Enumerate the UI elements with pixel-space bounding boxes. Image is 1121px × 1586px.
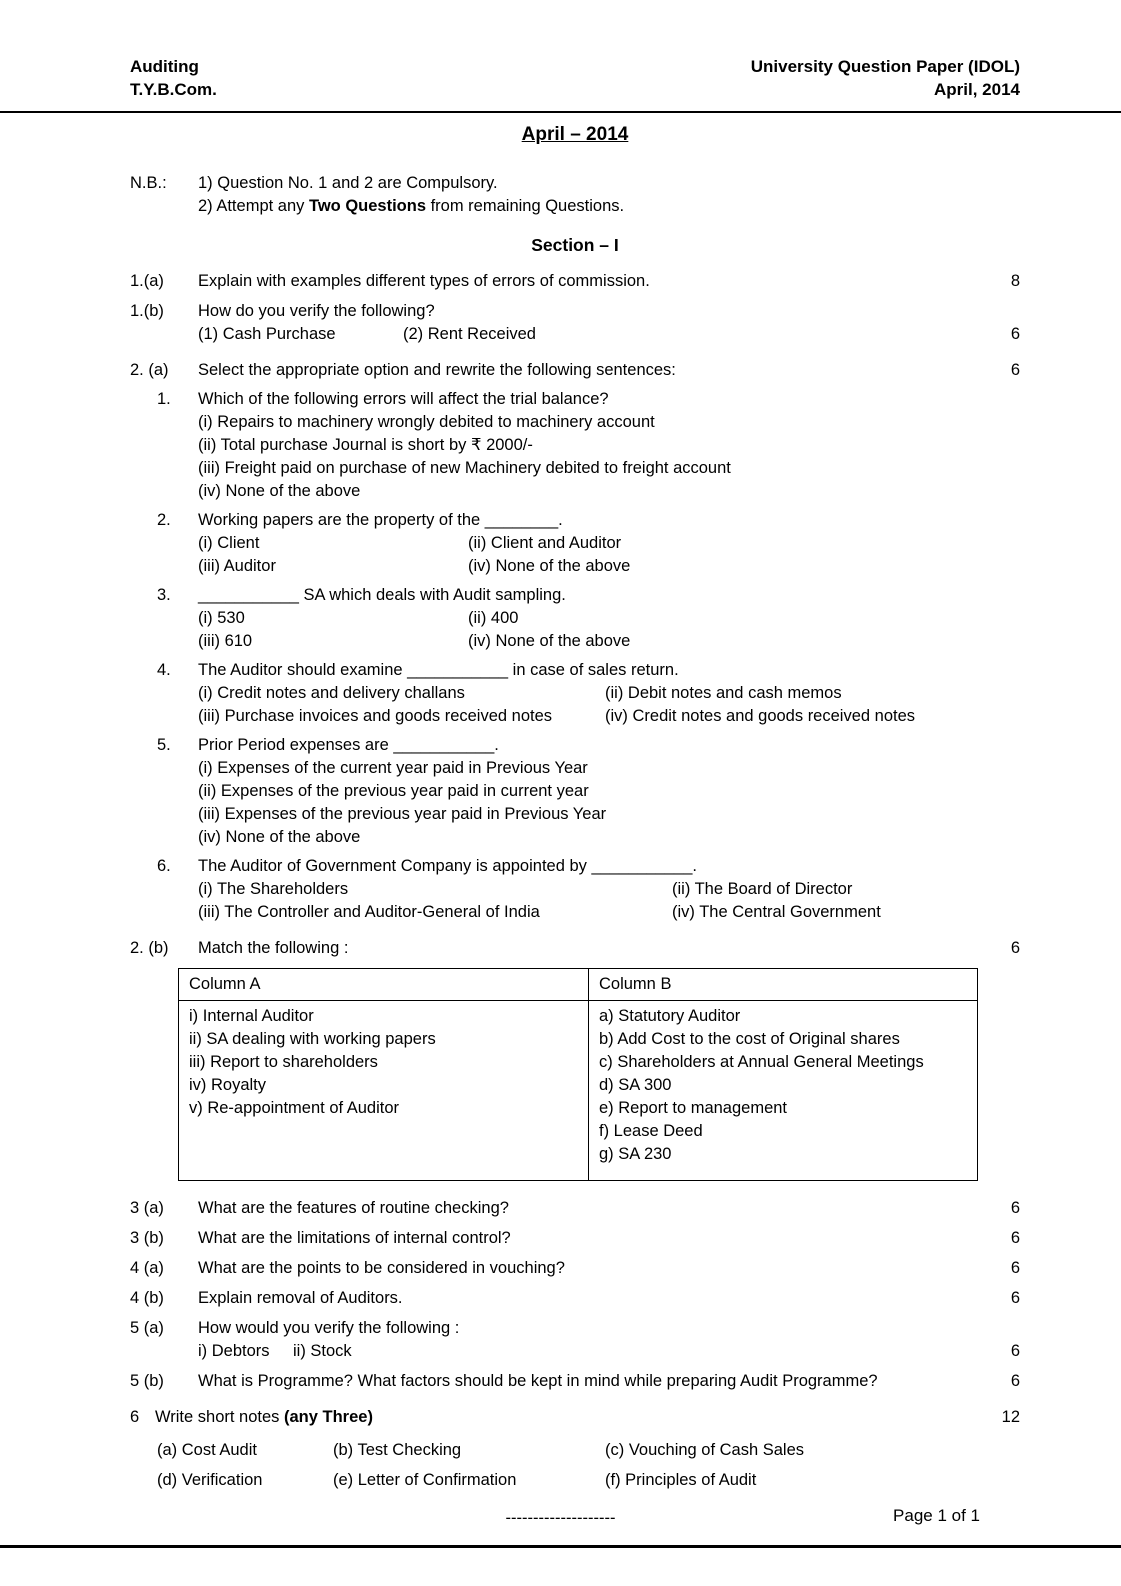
footer-divider xyxy=(0,1545,1121,1548)
mcq-number: 5. xyxy=(157,736,171,754)
mcq-option: (i) Expenses of the current year paid in Previous Year xyxy=(198,759,588,777)
match-item-a: i) Internal Auditor xyxy=(189,1007,314,1025)
question-text xyxy=(155,1406,986,1429)
match-item-b: c) Shareholders at Annual General Meetings xyxy=(599,1053,924,1071)
question-number: 3 (a) xyxy=(130,1199,164,1217)
mcq-option: (iv) None of the above xyxy=(468,557,631,575)
mcq-4 xyxy=(130,659,1020,728)
page-header xyxy=(0,0,1121,111)
short-note-option: (a) Cost Audit xyxy=(157,1441,257,1459)
nb-item-2-bold: Two Questions xyxy=(308,197,427,215)
mcq-option: (i) Client xyxy=(198,534,260,552)
header-left xyxy=(130,55,217,101)
mcq-options xyxy=(198,878,1020,924)
question-number: 4 (b) xyxy=(130,1289,164,1307)
mcq-option: (iv) Credit notes and goods received notes xyxy=(605,707,916,725)
column-a-header: Column A xyxy=(179,969,589,1000)
question-1a xyxy=(130,270,1020,293)
mcq-number: 1. xyxy=(157,390,171,408)
question-4a xyxy=(130,1257,1020,1280)
mcq-option: (iv) None of the above xyxy=(198,828,361,846)
question-6 xyxy=(130,1406,1020,1429)
match-table-body-row xyxy=(179,1001,977,1180)
mcq-body xyxy=(198,584,1020,653)
short-note-option: (d) Verification xyxy=(157,1471,263,1489)
short-note-option: (b) Test Checking xyxy=(333,1441,462,1459)
question-subitems xyxy=(198,1340,986,1363)
question-number: 1.(a) xyxy=(130,272,164,290)
mcq-option: (iii) Purchase invoices and goods received notes xyxy=(198,707,553,725)
mcq-option: (i) Repairs to machinery wrongly debited to machinery account xyxy=(198,413,655,431)
mcq-body xyxy=(198,855,1020,924)
question-text: Explain removal of Auditors. xyxy=(198,1289,403,1307)
match-item-b: b) Add Cost to the cost of Original shares xyxy=(599,1030,900,1048)
mcq-option: (i) The Shareholders xyxy=(198,880,349,898)
mcq-question: The Auditor of Government Company is appointed by ___________. xyxy=(198,857,697,875)
nb-item-1: 1) Question No. 1 and 2 are Compulsory. xyxy=(198,174,498,192)
mcq-option: (iv) The Central Government xyxy=(672,903,881,921)
mcq-body xyxy=(198,388,1020,503)
mcq-option: (ii) 400 xyxy=(468,609,519,627)
question-text: What are the points to be considered in vouching? xyxy=(198,1259,565,1277)
question-text: Explain with examples different types of errors of commission. xyxy=(198,272,650,290)
course-title: T.Y.B.Com. xyxy=(130,80,217,99)
question-5b xyxy=(130,1370,1020,1393)
question-text xyxy=(198,300,986,346)
short-note-option: (c) Vouching of Cash Sales xyxy=(605,1441,805,1459)
mcq-2 xyxy=(130,509,1020,578)
question-text-line: How do you verify the following? xyxy=(198,302,435,320)
question-3a xyxy=(130,1197,1020,1220)
question-text: Select the appropriate option and rewrite the following sentences: xyxy=(198,361,676,379)
mcq-6 xyxy=(130,855,1020,924)
question-number: 6 xyxy=(130,1408,140,1426)
mcq-5 xyxy=(130,734,1020,849)
match-item-b: d) SA 300 xyxy=(599,1076,672,1094)
question-marks: 6 xyxy=(1010,1229,1020,1247)
mcq-1 xyxy=(130,388,1020,503)
question-3b xyxy=(130,1227,1020,1250)
footer-dashes: -------------------- xyxy=(505,1509,616,1527)
question-marks: 6 xyxy=(1010,1259,1020,1277)
question-number: 1.(b) xyxy=(130,302,164,320)
question-marks: 12 xyxy=(1001,1408,1020,1426)
question-number: 2. (a) xyxy=(130,361,169,379)
short-notes-grid xyxy=(157,1439,1020,1492)
mcq-option: (iii) 610 xyxy=(198,632,253,650)
subitem-1: (1) Cash Purchase xyxy=(198,325,336,343)
mcq-number: 3. xyxy=(157,586,171,604)
mcq-option: (iv) None of the above xyxy=(198,482,361,500)
question-2b xyxy=(130,937,1020,960)
mcq-option: (i) 530 xyxy=(198,609,245,627)
question-marks: 6 xyxy=(1010,939,1020,957)
match-the-following-table xyxy=(178,968,978,1181)
mcq-options xyxy=(198,532,1020,578)
match-item-b: g) SA 230 xyxy=(599,1145,672,1163)
nb-item-2-pre: 2) Attempt any xyxy=(198,197,309,215)
mcq-question: Working papers are the property of the ________. xyxy=(198,511,563,529)
mcq-number: 2. xyxy=(157,511,171,529)
mcq-option: (ii) Debit notes and cash memos xyxy=(605,684,842,702)
subitem-1: i) Debtors xyxy=(198,1342,270,1360)
column-b-items xyxy=(589,1001,977,1180)
header-right xyxy=(751,55,1020,101)
mcq-3 xyxy=(130,584,1020,653)
mcq-question: Prior Period expenses are ___________. xyxy=(198,736,499,754)
mcq-option: (iii) Expenses of the previous year paid in Previous Year xyxy=(198,805,607,823)
question-number: 4 (a) xyxy=(130,1259,164,1277)
mcq-option: (ii) Client and Auditor xyxy=(468,534,622,552)
mcq-question: ___________ SA which deals with Audit sampling. xyxy=(198,586,566,604)
section-title: Section – I xyxy=(531,235,619,255)
question-text-bold: (any Three) xyxy=(284,1408,373,1426)
mcq-option: (ii) The Board of Director xyxy=(672,880,853,898)
column-b-header: Column B xyxy=(599,975,672,993)
mcq-question: Which of the following errors will affect the trial balance? xyxy=(198,390,609,408)
question-text: Match the following : xyxy=(198,939,349,957)
question-number: 3 (b) xyxy=(130,1229,164,1247)
page-footer xyxy=(0,1507,1121,1530)
question-1b xyxy=(130,300,1020,346)
question-text xyxy=(198,1317,986,1363)
nb-item-2 xyxy=(198,195,624,218)
mcq-option: (iii) Auditor xyxy=(198,557,276,575)
paper-date: April, 2014 xyxy=(934,80,1020,99)
mcq-options xyxy=(198,682,1020,728)
exam-title-text: April – 2014 xyxy=(521,124,629,145)
question-subitems xyxy=(198,323,986,346)
question-number: 2. (b) xyxy=(130,939,169,957)
header-divider xyxy=(0,111,1121,113)
question-number: 5 (a) xyxy=(130,1319,164,1337)
nb-item-2-post: from remaining Questions. xyxy=(426,197,625,215)
mcq-option: (iv) None of the above xyxy=(468,632,631,650)
match-item-a: v) Re-appointment of Auditor xyxy=(189,1099,400,1117)
question-4b xyxy=(130,1287,1020,1310)
mcq-number: 6. xyxy=(157,857,171,875)
question-marks: 6 xyxy=(1010,361,1020,379)
question-marks: 6 xyxy=(1010,1199,1020,1217)
column-a-items xyxy=(179,1001,589,1180)
paper-title: University Question Paper (IDOL) xyxy=(750,57,1020,76)
mcq-option: (i) Credit notes and delivery challans xyxy=(198,684,465,702)
match-item-a: iii) Report to shareholders xyxy=(189,1053,378,1071)
mcq-option: (ii) Expenses of the previous year paid in current year xyxy=(198,782,589,800)
mcq-number: 4. xyxy=(157,661,171,679)
question-number: 5 (b) xyxy=(130,1372,164,1390)
nb-label: N.B.: xyxy=(130,174,167,192)
short-note-option: (e) Letter of Confirmation xyxy=(333,1471,517,1489)
question-text-pre: Write short notes xyxy=(155,1408,284,1426)
mcq-option: (ii) Total purchase Journal is short by ₹ 2000/- xyxy=(198,436,533,454)
page-number: Page 1 of 1 xyxy=(893,1506,980,1525)
match-item-b: e) Report to management xyxy=(599,1099,788,1117)
match-item-b: a) Statutory Auditor xyxy=(599,1007,741,1025)
question-5a xyxy=(130,1317,1020,1363)
match-item-a: iv) Royalty xyxy=(189,1076,267,1094)
nb-block xyxy=(130,172,1020,218)
question-2a xyxy=(130,359,1020,382)
mcq-option: (iii) Freight paid on purchase of new Machinery debited to freight account xyxy=(198,459,731,477)
mcq-option: (iii) The Controller and Auditor-General of India xyxy=(198,903,540,921)
question-text: What are the features of routine checking? xyxy=(198,1199,509,1217)
subitem-2: (2) Rent Received xyxy=(403,325,536,343)
mcq-body xyxy=(198,509,1020,578)
match-item-b: f) Lease Deed xyxy=(599,1122,703,1140)
subject-title: Auditing xyxy=(130,57,199,76)
question-text: What is Programme? What factors should be kept in mind while preparing Audit Programme? xyxy=(198,1372,878,1390)
question-marks: 6 xyxy=(1010,1289,1020,1307)
paper-content xyxy=(0,123,1121,1492)
exam-title xyxy=(130,123,1020,146)
match-item-a: ii) SA dealing with working papers xyxy=(189,1030,436,1048)
mcq-question: The Auditor should examine ___________ in case of sales return. xyxy=(198,661,679,679)
mcq-body xyxy=(198,734,1020,849)
question-marks: 8 xyxy=(1010,272,1020,290)
short-note-option: (f) Principles of Audit xyxy=(605,1471,757,1489)
mcq-body xyxy=(198,659,1020,728)
subitem-2: ii) Stock xyxy=(293,1342,352,1360)
question-marks: 6 xyxy=(1010,1372,1020,1390)
question-text: What are the limitations of internal control? xyxy=(198,1229,511,1247)
mcq-options xyxy=(198,607,1020,653)
match-table-header-row xyxy=(179,969,977,1001)
nb-items xyxy=(198,172,624,218)
question-text-line: How would you verify the following : xyxy=(198,1319,460,1337)
question-marks: 6 xyxy=(1010,325,1020,343)
question-marks: 6 xyxy=(1010,1342,1020,1360)
